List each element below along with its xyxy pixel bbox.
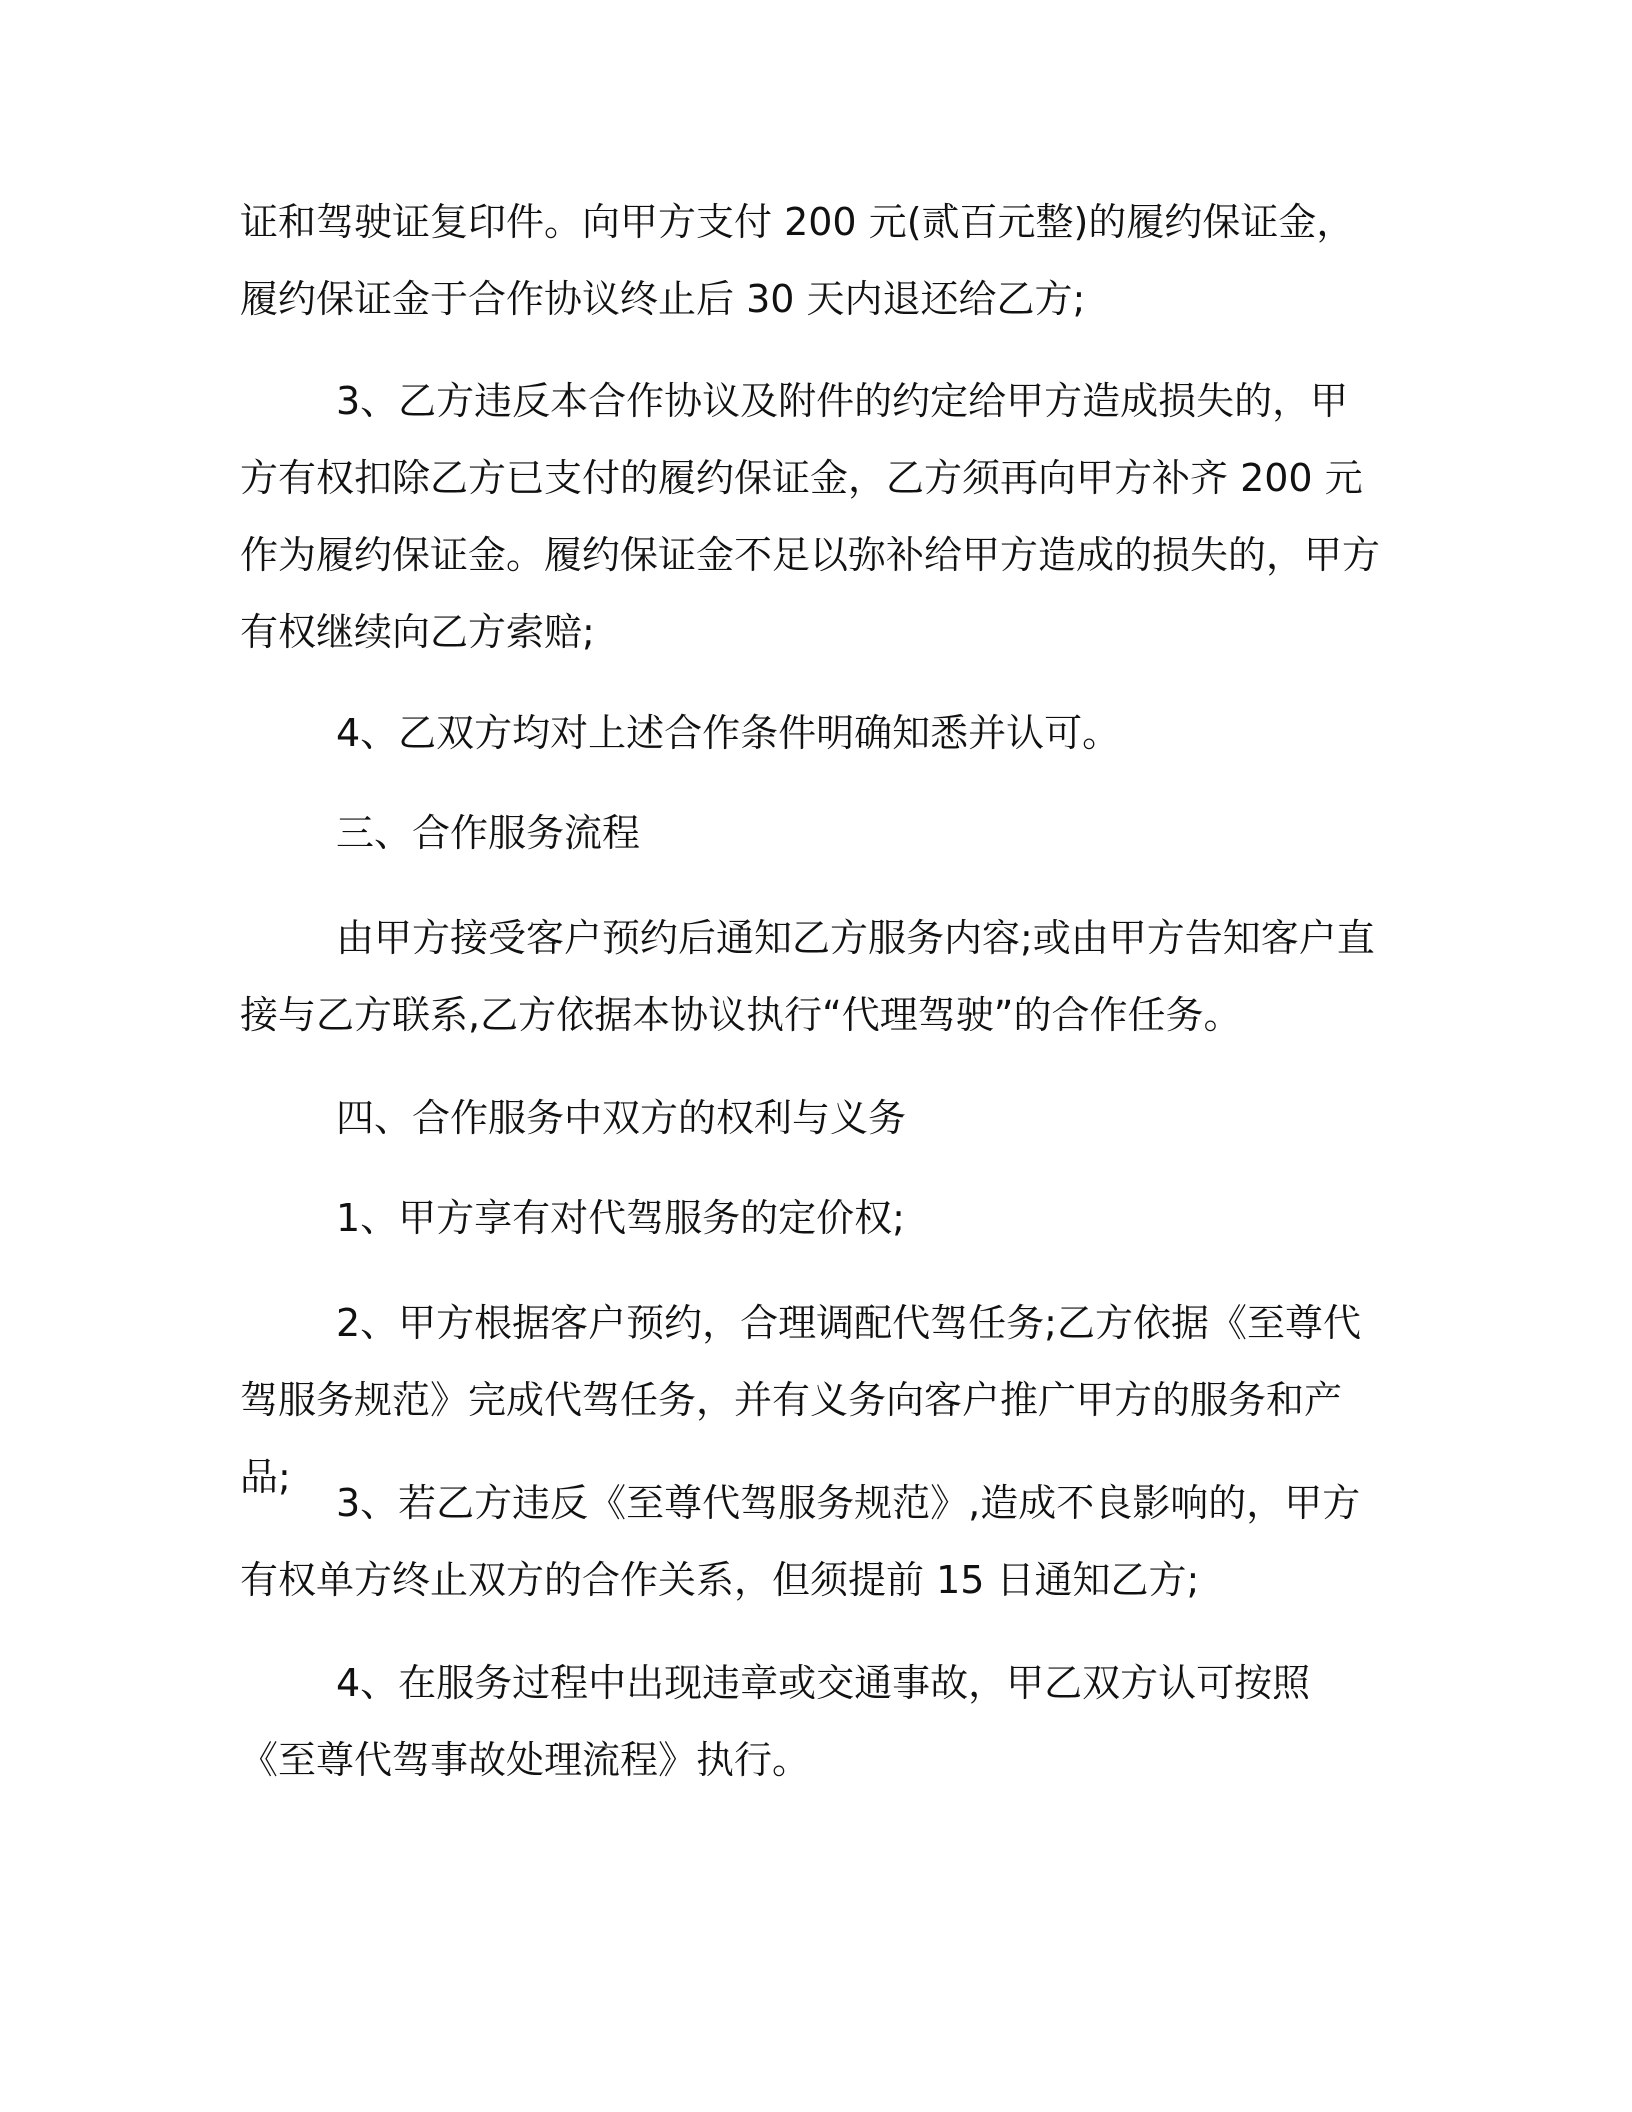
paragraph-service-flow: 由甲方接受客户预约后通知乙方服务内容;或由甲方告知客户直接与乙方联系,乙方依据本协议执行“代理驾驶”的合作任务。 [240, 916, 1375, 1037]
paragraph-clause-3: 3、乙方违反本合作协议及附件的约定给甲方造成损失的，甲方有权扣除乙方已支付的履约保证金，乙方须再向甲方补齐 200 元作为履约保证金。履约保证金不足以弥补给甲方造成的损失的，甲方有权继续向乙方索赔; [240, 379, 1381, 654]
paragraph-continuation: 证和驾驶证复印件。向甲方支付 200 元(贰百元整)的履约保证金，履约保证金于合作协议终止后 30 天内退还给乙方; [240, 200, 1355, 321]
paragraph-rights-4: 4、在服务过程中出现违章或交通事故，甲乙双方认可按照《至尊代驾事故处理流程》执行。 [240, 1661, 1311, 1782]
section-heading-3: 三、合作服务流程 [336, 811, 641, 855]
paragraph-rights-3: 3、若乙方违反《至尊代驾服务规范》,造成不良影响的，甲方有权单方终止双方的合作关系，但须提前 15 日通知乙方; [240, 1481, 1361, 1602]
paragraph-rights-2: 2、甲方根据客户预约，合理调配代驾任务;乙方依据《至尊代驾服务规范》完成代驾任务，并有义务向客户推广甲方的服务和产品; [240, 1301, 1361, 1499]
section-heading-4: 四、合作服务中双方的权利与义务 [336, 1096, 907, 1140]
paragraph-rights-1: 1、甲方享有对代驾服务的定价权; [336, 1196, 905, 1240]
paragraph-clause-4: 4、乙双方均对上述合作条件明确知悉并认可。 [336, 711, 1121, 755]
